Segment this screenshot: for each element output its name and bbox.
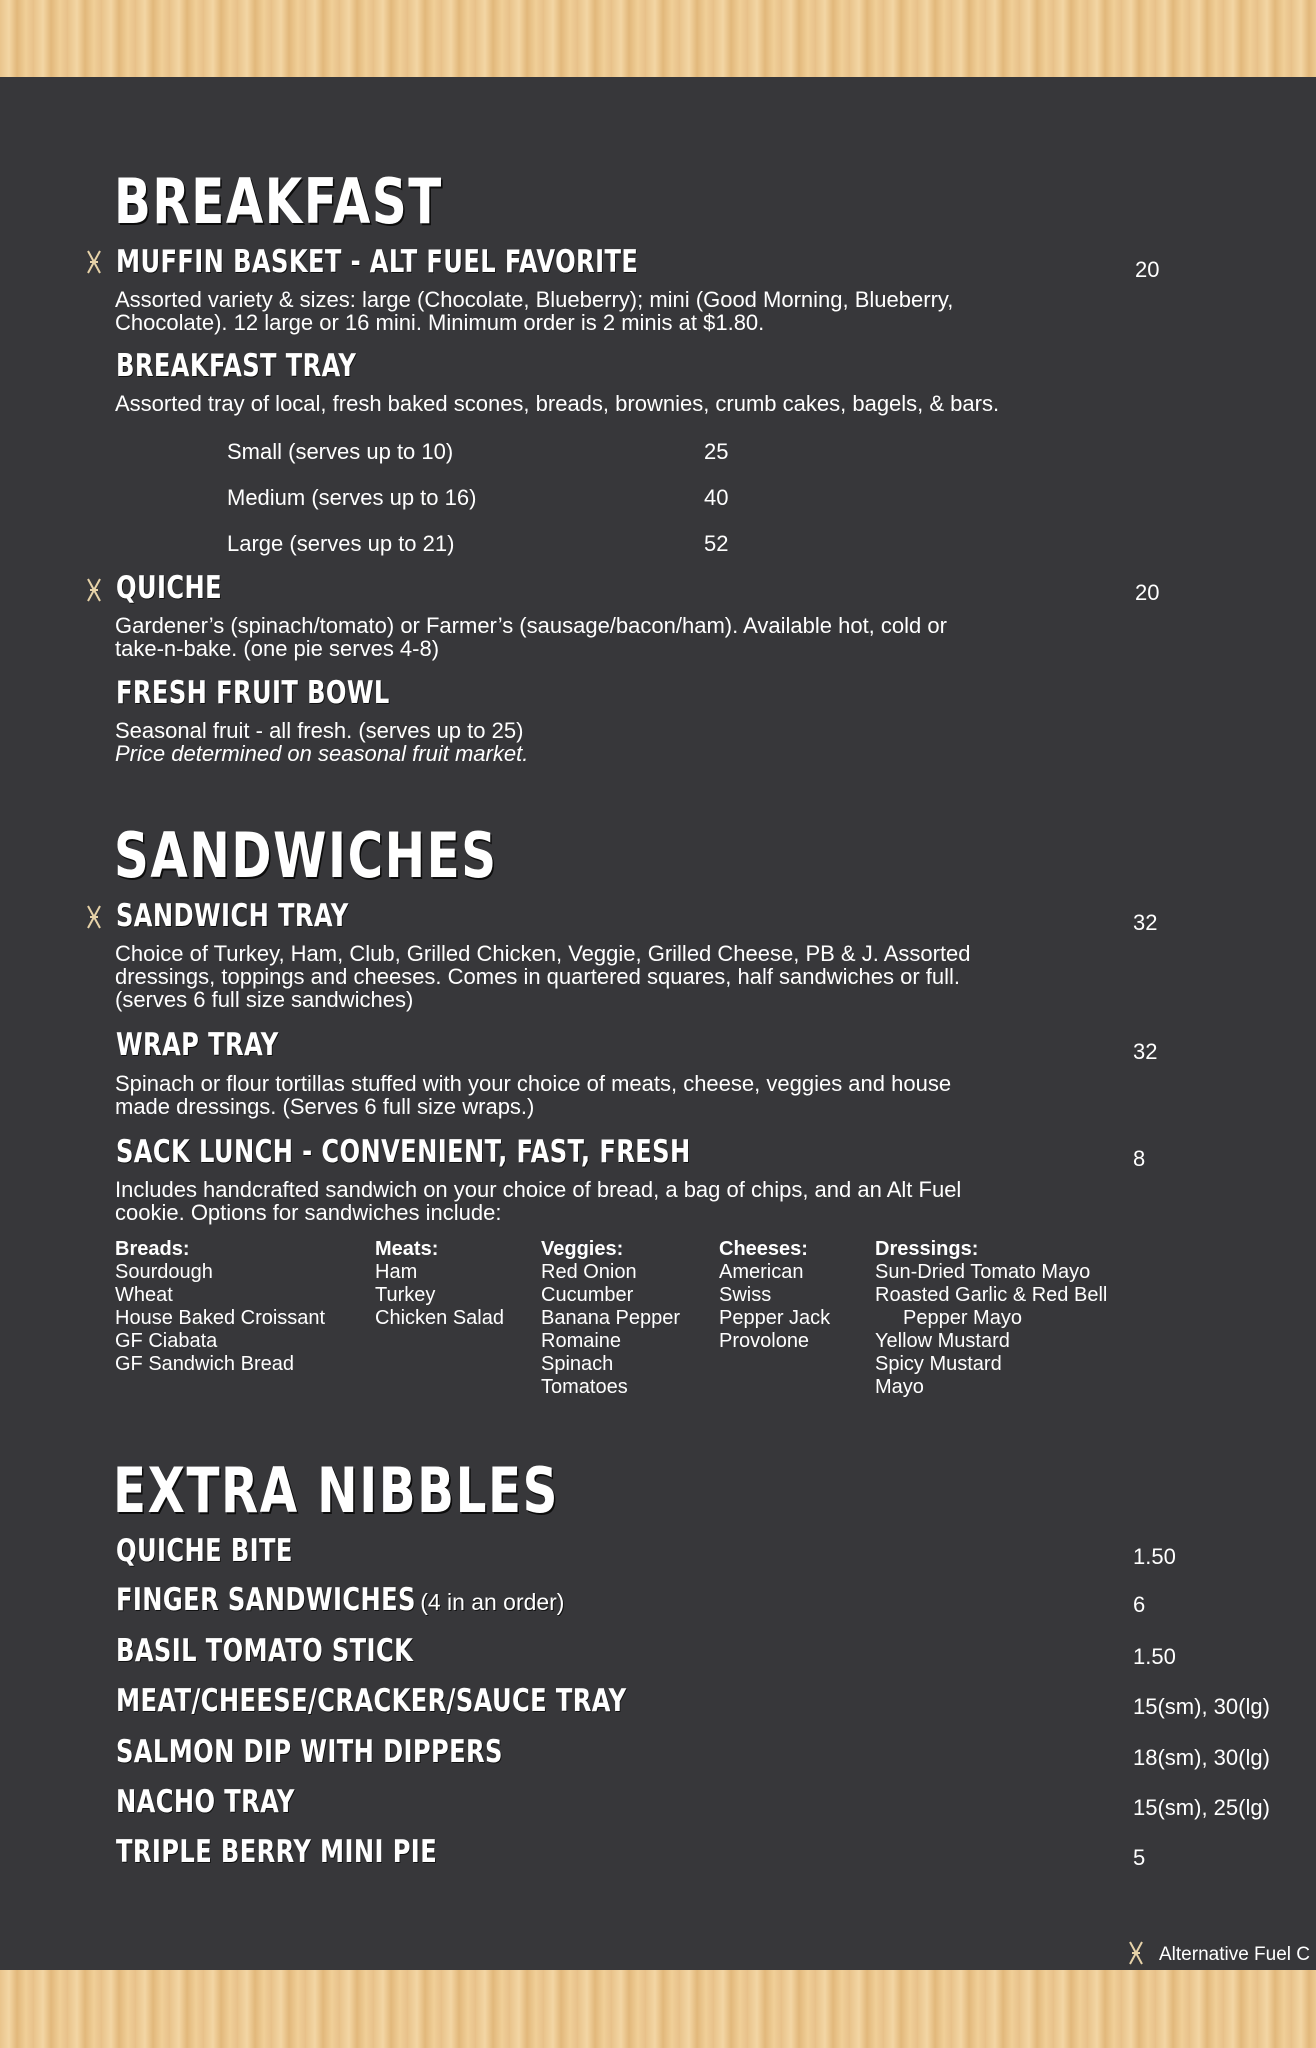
option-item: Turkey (375, 1284, 436, 1306)
item-desc-sandwich-tray-line1: Choice of Turkey, Ham, Club, Grilled Chicken, Veggie, Grilled Cheese, PB & J. Assorted (115, 941, 971, 966)
item-title-breakfast-tray: BREAKFAST TRAY (116, 348, 357, 384)
logo-mark-icon (1127, 1940, 1145, 1966)
section-title-sandwiches: SANDWICHES (114, 819, 498, 892)
item-title-fresh-fruit-bowl: FRESH FRUIT BOWL (116, 675, 390, 711)
item-price-sandwich-tray: 32 (1133, 910, 1158, 935)
option-item: GF Sandwich Bread (115, 1353, 294, 1375)
option-column-veggies (541, 1238, 680, 1399)
item-price-basil-tomato-stick: 1.50 (1133, 1644, 1176, 1669)
item-desc-fresh-fruit-bowl: Seasonal fruit - all fresh. (serves up to 25) (115, 718, 524, 743)
option-item: Swiss (719, 1284, 772, 1306)
item-title-nacho-tray: NACHO TRAY (116, 1784, 295, 1820)
option-item: GF Ciabata (115, 1330, 218, 1352)
size-label-large: Large (serves up to 21) (227, 531, 455, 556)
favorite-mark-icon (85, 577, 103, 603)
item-price-muffin-basket: 20 (1135, 257, 1160, 282)
item-desc-wrap-tray-line2: made dressings. (Serves 6 full size wraps.) (115, 1094, 535, 1119)
footer-brand-text: Alternative Fuel C (1159, 1944, 1311, 1965)
item-title-muffin-basket: MUFFIN BASKET - ALT FUEL FAVORITE (116, 244, 639, 280)
option-item: Mayo (875, 1376, 924, 1398)
option-heading-meats: Meats: (375, 1238, 439, 1260)
item-title-triple-berry-pie: TRIPLE BERRY MINI PIE (116, 1834, 438, 1870)
item-price-finger-sandwiches: 6 (1133, 1592, 1146, 1617)
option-item: American (719, 1261, 804, 1283)
item-title-finger-sandwiches (116, 1582, 565, 1618)
item-note-finger-sandwiches: (4 in an order) (420, 1589, 565, 1615)
option-item: Chicken Salad (375, 1307, 504, 1329)
item-price-salmon-dip: 18(sm), 30(lg) (1133, 1745, 1270, 1770)
item-price-sack-lunch: 8 (1133, 1146, 1146, 1171)
item-title-meat-cheese-tray: MEAT/CHEESE/CRACKER/SAUCE TRAY (116, 1683, 627, 1719)
section-title-extra-nibbles: EXTRA NIBBLES (113, 1454, 559, 1527)
option-heading-veggies: Veggies: (541, 1238, 624, 1260)
item-price-quiche-bite: 1.50 (1133, 1544, 1176, 1569)
item-title-finger-sandwiches-text: FINGER SANDWICHES (116, 1582, 416, 1618)
option-column-breads (115, 1238, 325, 1376)
item-title-wrap-tray: WRAP TRAY (116, 1027, 279, 1063)
item-desc-sack-lunch-line1: Includes handcrafted sandwich on your choice of bread, a bag of chips, and an Alt Fuel (115, 1177, 962, 1202)
item-price-nacho-tray: 15(sm), 25(lg) (1133, 1795, 1270, 1820)
item-desc-sandwich-tray-line2: dressings, toppings and cheeses. Comes in quartered squares, half sandwiches or full. (115, 964, 961, 989)
size-price-large: 52 (704, 531, 729, 556)
item-desc-sandwich-tray-line3: (serves 6 full size sandwiches) (115, 987, 414, 1012)
option-item: Wheat (115, 1284, 173, 1306)
size-price-small: 25 (704, 439, 729, 464)
option-item: Spinach (541, 1353, 614, 1375)
option-item: Sourdough (115, 1261, 213, 1283)
favorite-mark-icon (85, 249, 103, 275)
item-desc-muffin-basket-line2: Chocolate). 12 large or 16 mini. Minimum order is 2 minis at $1.80. (115, 310, 765, 335)
item-price-wrap-tray: 32 (1133, 1039, 1158, 1064)
item-price-triple-berry-pie: 5 (1133, 1845, 1146, 1870)
item-price-meat-cheese-tray: 15(sm), 30(lg) (1133, 1694, 1270, 1719)
option-item: Yellow Mustard (875, 1330, 1010, 1352)
item-price-quiche: 20 (1135, 580, 1160, 605)
item-desc-muffin-basket-line1: Assorted variety & sizes: large (Chocolate, Blueberry); mini (Good Morning, Blueberry, (115, 287, 954, 312)
option-item: Romaine (541, 1330, 622, 1352)
option-column-meats (375, 1238, 504, 1330)
item-desc-breakfast-tray: Assorted tray of local, fresh baked scones, breads, brownies, crumb cakes, bagels, & bars. (115, 391, 1000, 416)
size-price-medium: 40 (704, 485, 729, 510)
option-item: Cucumber (541, 1284, 634, 1306)
option-column-cheeses (719, 1238, 830, 1353)
item-desc-quiche-line2: take-n-bake. (one pie serves 4-8) (115, 636, 440, 661)
option-item: Sun-Dried Tomato Mayo (875, 1261, 1091, 1283)
option-heading-cheeses: Cheeses: (719, 1238, 808, 1260)
item-desc-wrap-tray-line1: Spinach or flour tortillas stuffed with your choice of meats, cheese, veggies and house (115, 1071, 952, 1096)
menu-board (0, 77, 1316, 1970)
option-item: Provolone (719, 1330, 810, 1352)
option-item: Red Onion (541, 1261, 637, 1283)
item-title-basil-tomato-stick: BASIL TOMATO STICK (116, 1633, 414, 1669)
item-title-quiche: QUICHE (116, 570, 223, 606)
option-item: House Baked Croissant (115, 1307, 326, 1329)
option-item: Banana Pepper (541, 1307, 681, 1329)
option-item: Ham (375, 1261, 418, 1283)
item-desc-sack-lunch-line2: cookie. Options for sandwiches include: (115, 1200, 502, 1225)
item-desc-quiche-line1: Gardener’s (spinach/tomato) or Farmer’s (sausage/bacon/ham). Available hot, cold or (115, 613, 947, 638)
option-item: Pepper Jack (719, 1307, 831, 1329)
item-note-fresh-fruit-bowl: Price determined on seasonal fruit market. (115, 741, 529, 766)
option-column-dressings (875, 1238, 1107, 1399)
item-title-salmon-dip: SALMON DIP WITH DIPPERS (116, 1734, 503, 1770)
option-item: Spicy Mustard (875, 1353, 1002, 1375)
size-label-small: Small (serves up to 10) (227, 439, 454, 464)
option-item: Pepper Mayo (903, 1307, 1022, 1329)
option-item: Tomatoes (541, 1376, 628, 1398)
item-title-sack-lunch: SACK LUNCH - CONVENIENT, FAST, FRESH (116, 1134, 691, 1170)
option-heading-breads: Breads: (115, 1238, 190, 1260)
size-label-medium: Medium (serves up to 16) (227, 485, 477, 510)
item-title-quiche-bite: QUICHE BITE (116, 1533, 293, 1569)
item-title-sandwich-tray: SANDWICH TRAY (116, 898, 349, 934)
option-item: Roasted Garlic & Red Bell (875, 1284, 1108, 1306)
option-heading-dressings: Dressings: (875, 1238, 979, 1260)
favorite-mark-icon (85, 904, 103, 930)
section-title-breakfast: BREAKFAST (114, 165, 443, 238)
